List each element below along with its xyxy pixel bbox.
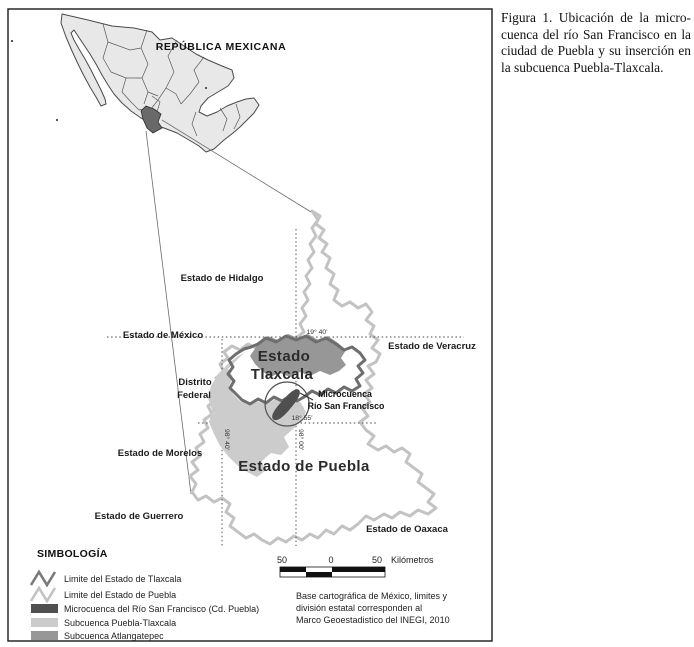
label-microcuenca-line2: Río San Francisco	[307, 401, 385, 411]
legend-swatch-subcuenca-puebla-tlaxcala	[31, 618, 58, 627]
legend-title: SIMBOLOGÍA	[37, 548, 108, 560]
label-estado-tlaxcala-line2: Tlaxcala	[250, 366, 314, 383]
figure-caption: Figura 1. Ubicación de la micro-cuenca del río San Francisco en la ciudad de Puebla y su inserción en la subcuenca Puebla-Tlaxcala.	[501, 10, 691, 75]
label-estado-morelos: Estado de Morelos	[117, 448, 203, 459]
source-note-line3: Marco Geoestadistico del INEGI, 2010	[296, 615, 450, 625]
label-distrito-federal-line1: Distrito	[178, 377, 212, 388]
legend-item-label: Limite del Estado de Tlaxcala	[64, 574, 182, 584]
coordinate-lon-center: 98° 00'	[297, 429, 304, 451]
label-estado-hidalgo: Estado de Hidalgo	[180, 273, 264, 284]
legend-item-label: Subcuenca Puebla-Tlaxcala	[64, 618, 177, 628]
scale-unit-label: Kilómetros	[391, 555, 434, 565]
coordinate-lat-south: 18° 55'	[291, 415, 313, 422]
label-estado-puebla: Estado de Puebla	[238, 458, 370, 475]
legend-swatch-microcuenca	[31, 604, 58, 613]
island-dot	[11, 40, 13, 42]
scale-label-left: 50	[276, 555, 288, 565]
country-label: REPÚBLICA MEXICANA	[155, 41, 287, 53]
coordinate-lat-north: 19° 40'	[306, 329, 328, 336]
scale-label-right: 50	[371, 555, 383, 565]
legend-item-label: Microcuenca del Río San Francisco (Cd. Puebla)	[64, 604, 260, 614]
legend-swatch-subcuenca-atlangatepec	[31, 631, 58, 640]
label-distrito-federal-line2: Federal	[177, 390, 211, 401]
scale-label-zero: 0	[328, 555, 334, 565]
legend-item-label: Limite del Estado de Puebla	[64, 590, 177, 600]
island-dot	[205, 87, 207, 89]
label-estado-tlaxcala-line1: Estado	[257, 348, 311, 365]
label-estado-oaxaca: Estado de Oaxaca	[366, 524, 448, 535]
label-estado-guerrero: Estado de Guerrero	[94, 511, 184, 522]
island-dot	[56, 119, 58, 121]
label-microcuenca-line1: Microcuenca	[318, 389, 372, 399]
scale-bar-segments	[280, 567, 385, 577]
source-note-line2: división estatal corresponden al	[296, 603, 423, 613]
legend-item-label: Subcuenca Atlangatepec	[64, 631, 164, 641]
coordinate-lon-west: 98° 40'	[223, 429, 230, 451]
label-estado-veracruz: Estado de Veracruz	[388, 341, 476, 352]
source-note-line1: Base cartográfica de México, limites y	[296, 591, 448, 601]
label-estado-mexico: Estado de México	[122, 330, 204, 341]
